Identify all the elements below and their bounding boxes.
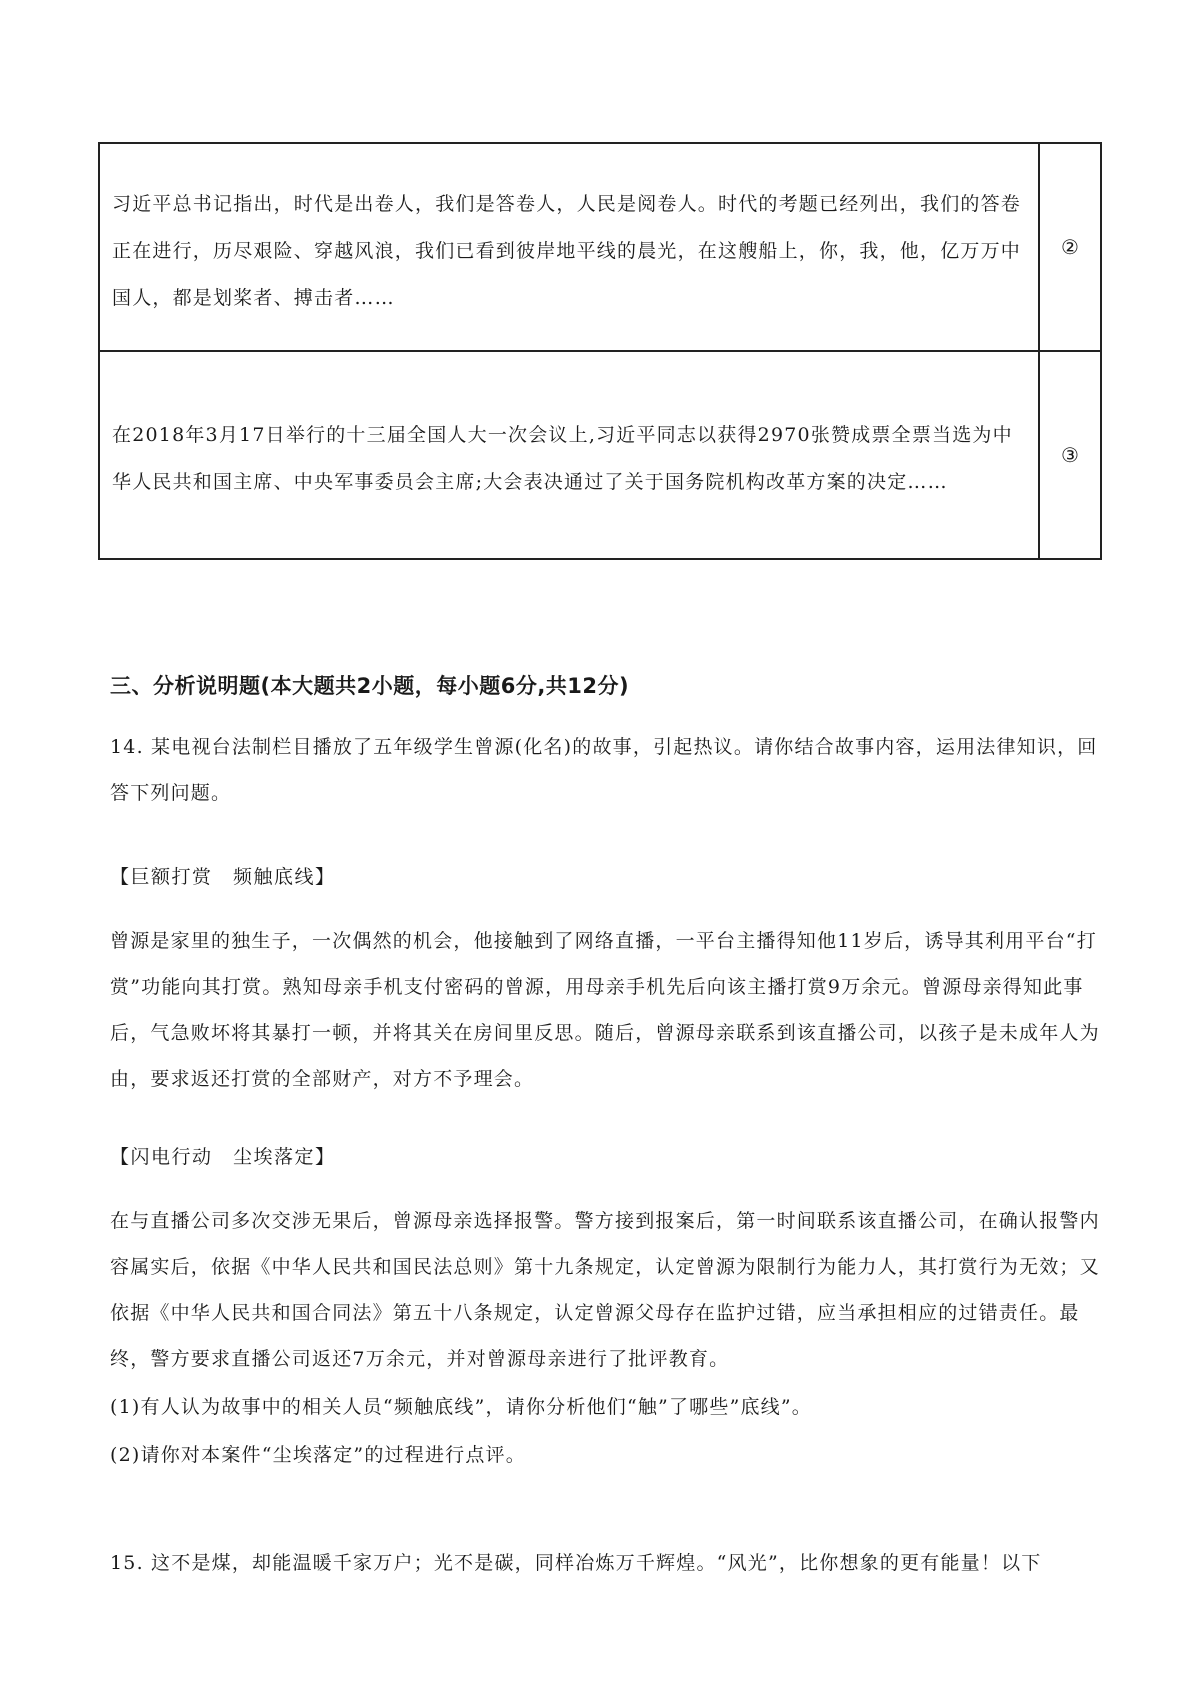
subheading-action: 【闪电行动 尘埃落定】 — [110, 1146, 336, 1168]
sub-question-2: (2)请你对本案件“尘埃落定”的过程进行点评。 — [110, 1444, 526, 1466]
story-paragraph-1: 曾源是家里的独生子，一次偶然的机会，他接触到了网络直播，一平台主播得知他11岁后，诱导其利用平台“打赏”功能向其打赏。熟知母亲手机支付密码的曾源，用母亲手机先后向该主播打赏9万余元。曾源母亲得知此事后，气急败坏将其暴打一顿，并将其关在房间里反思。随后，曾源母亲联系到该直播公司，以孩子是未成年人为由，要求返还打赏的全部财产，对方不予理会。 — [110, 930, 1100, 1090]
event-table — [98, 142, 1102, 560]
section-heading: 三、分析说明题(本大题共2小题，每小题6分,共12分) — [110, 674, 630, 698]
table-row-number: ② — [1039, 143, 1101, 351]
question-14-intro: 14. 某电视台法制栏目播放了五年级学生曾源(化名)的故事，引起热议。请你结合故事内容，运用法律知识，回答下列问题。 — [110, 736, 1098, 804]
story-paragraph-2: 在与直播公司多次交涉无果后，曾源母亲选择报警。警方接到报案后，第一时间联系该直播公司，在确认报警内容属实后，依据《中华人民共和国民法总则》第十九条规定，认定曾源为限制行为能力人，其打赏行为无效；又依据《中华人民共和国合同法》第五十八条规定，认定曾源父母存在监护过错，应当承担相应的过错责任。最终，警方要求直播公司返还7万余元，并对曾源母亲进行了批评教育。 — [110, 1210, 1100, 1370]
sub-question-1: (1)有人认为故事中的相关人员“频触底线”，请你分析他们“触”了哪些”底线”。 — [110, 1396, 812, 1418]
table-row-number: ③ — [1039, 351, 1101, 559]
table-row — [99, 143, 1101, 351]
subheading-reward: 【巨额打赏 频触底线】 — [110, 866, 336, 888]
question-15-intro: 15. 这不是煤，却能温暖千家万户；光不是碳，同样冶炼万千辉煌。“风光”，比你想象的更有能量！以下 — [110, 1552, 1042, 1574]
table-row-text: 在2018年3月17日举行的十三届全国人大一次会议上,习近平同志以获得2970张赞成票全票当选为中华人民共和国主席、中央军事委员会主席;大会表决通过了关于国务院机构改革方案的决定…… — [112, 424, 1013, 493]
table-row — [99, 351, 1101, 559]
table-row-text: 习近平总书记指出，时代是出卷人，我们是答卷人，人民是阅卷人。时代的考题已经列出，我们的答卷正在进行，历尽艰险、穿越风浪，我们已看到彼岸地平线的晨光，在这艘船上，你，我，他，亿万万中国人，都是划桨者、搏击者…… — [112, 192, 1022, 309]
